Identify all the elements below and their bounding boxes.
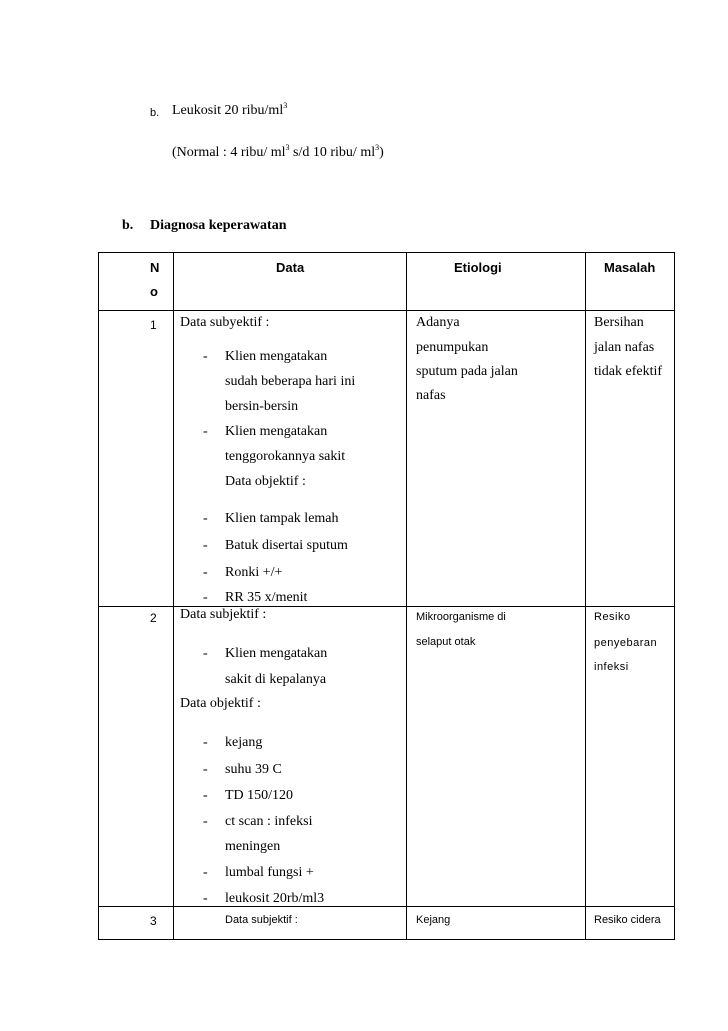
header-data: Data [276,260,305,275]
row-2-dash: - [203,865,208,880]
row-2-dash: - [203,762,208,777]
section-marker: b. [122,218,134,233]
row-2-dash: - [203,788,208,803]
row-2-obj-text: kejang [225,735,263,750]
row-3-etiologi: Kejang [416,914,451,926]
row-1-dash: - [203,565,208,580]
lab-normal-range: (Normal : 4 ribu/ $ml^3$ s/d 10 ribu/ $ml^3$) [172,143,384,160]
row-1-masalah: tidak efektif [594,364,663,379]
row-1-obj-text: Klien tampak lemah [225,511,339,526]
row-1-etiologi: penumpukan [416,340,489,355]
row-2-masalah: Resiko [594,611,631,623]
row-1-etiologi: nafas [416,388,446,403]
row-1-etiologi: sputum pada jalan [416,364,518,379]
row-1-subj-text: sudah beberapa hari ini [225,374,356,389]
row-2-obj-text: suhu 39 C [225,762,282,777]
row-1-subj-text: Klien mengatakan [225,424,328,439]
row-1-masalah: jalan nafas [594,340,655,355]
row-2-obj-text: TD 150/120 [225,788,294,803]
row-1-obj-text: Batuk disertai sputum [225,538,348,553]
row-2-obj-text: leukosit 20rb/ml3 [225,891,325,906]
row-2-no: 2 [150,611,157,625]
row-2-subj-text: sakit di kepalanya [225,672,327,687]
row-2-etiologi: Mikroorganisme di [416,611,506,623]
row-1-subj-text: Klien mengatakan [225,349,328,364]
row-1-subj-text: tenggorokannya sakit [225,449,346,464]
row-1-dash: - [203,538,208,553]
row-3-masalah: Resiko cidera [594,914,661,926]
row-2-dash: - [203,891,208,906]
row-2-subj-label: Data subjektif : [180,607,267,622]
row-2-dash: - [203,814,208,829]
row-1-dash: - [203,424,208,439]
row-1-etiologi: Adanya [416,315,460,330]
row-1-no: 1 [150,318,157,332]
row-2-etiologi: selaput otak [416,636,476,648]
row-2-obj-label: Data objektif : [180,696,261,711]
section-title: Diagnosa keperawatan [150,218,287,233]
header-etiologi: Etiologi [454,260,502,275]
header-no: N [150,260,160,275]
row-2-subj-text: Klien mengatakan [225,646,328,661]
row-2-masalah: penyebaran [594,637,658,649]
row-1-dash: - [203,511,208,526]
header-no-cont: o [150,284,158,299]
row-2-obj-text: lumbal fungsi + [225,865,314,880]
row-2-masalah: infeksi [594,661,629,673]
row-2-dash: - [203,646,208,661]
row-1-subj-text: bersin-bersin [225,399,299,414]
lab-result-line: Leukosit 20 ribu/$ml^3$ [172,101,288,118]
row-2-obj-text: meningen [225,839,281,854]
row-2-obj-text: ct scan : infeksi [225,814,313,829]
row-3-no: 3 [150,914,157,928]
row-1-dash: - [203,349,208,364]
list-marker: b. [150,107,160,119]
row-1-dash: - [203,590,208,605]
row-1-masalah: Bersihan [594,315,644,330]
row-1-obj-text: RR 35 x/menit [225,590,308,605]
row-2-dash: - [203,735,208,750]
row-3-subj-label: Data subjektif : [225,914,298,926]
header-masalah: Masalah [604,260,656,275]
row-1-subj-label: Data subyektif : [180,315,270,330]
row-1-obj-label: Data objektif : [225,474,306,489]
row-1-obj-text: Ronki +/+ [225,565,283,580]
